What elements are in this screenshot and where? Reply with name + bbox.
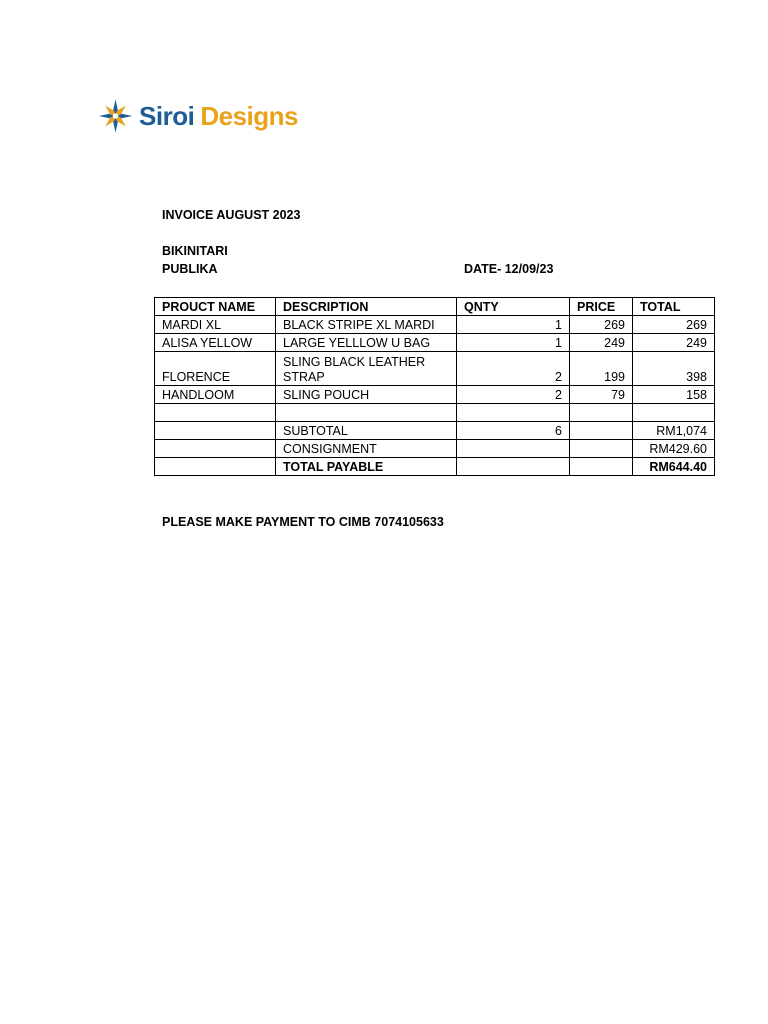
cell-price: 79: [570, 386, 633, 404]
company-logo: [98, 88, 298, 144]
invoice-title: INVOICE AUGUST 2023: [162, 208, 301, 222]
table-row: [155, 386, 715, 404]
cell-total: 269: [633, 316, 715, 334]
empty-cell: [633, 404, 715, 422]
cell-product-name: HANDLOOM: [155, 386, 276, 404]
empty-cell: [570, 422, 633, 440]
empty-cell: [155, 440, 276, 458]
cell-description: BLACK STRIPE XL MARDI: [276, 316, 457, 334]
cell-total: 398: [633, 352, 715, 386]
header-description: DESCRIPTION: [276, 298, 457, 316]
cell-quantity: 2: [457, 352, 570, 386]
table-header-row: [155, 298, 715, 316]
subtotal-row: [155, 422, 715, 440]
invoice-table: [154, 297, 715, 476]
subtotal-quantity: 6: [457, 422, 570, 440]
cell-quantity: 1: [457, 316, 570, 334]
invoice-date: DATE- 12/09/23: [464, 262, 554, 276]
client-name: BIKINITARI: [162, 244, 228, 258]
empty-cell: [155, 422, 276, 440]
consignment-value: RM429.60: [633, 440, 715, 458]
cell-price: 199: [570, 352, 633, 386]
total-payable-value: RM644.40: [633, 458, 715, 476]
cell-product-name: ALISA YELLOW: [155, 334, 276, 352]
cell-price: 269: [570, 316, 633, 334]
total-payable-row: [155, 458, 715, 476]
cell-quantity: 1: [457, 334, 570, 352]
empty-cell: [155, 404, 276, 422]
empty-cell: [276, 404, 457, 422]
header-price: PRICE: [570, 298, 633, 316]
cell-price: 249: [570, 334, 633, 352]
consignment-label: CONSIGNMENT: [276, 440, 457, 458]
header-product-name: PROUCT NAME: [155, 298, 276, 316]
subtotal-label: SUBTOTAL: [276, 422, 457, 440]
empty-cell: [457, 458, 570, 476]
empty-cell: [457, 404, 570, 422]
cell-description: SLING POUCH: [276, 386, 457, 404]
star-flower-icon: [98, 96, 133, 136]
header-total: TOTAL: [633, 298, 715, 316]
cell-total: 249: [633, 334, 715, 352]
empty-cell: [457, 440, 570, 458]
payment-note: PLEASE MAKE PAYMENT TO CIMB 7074105633: [162, 515, 444, 529]
cell-product-name: MARDI XL: [155, 316, 276, 334]
cell-total: 158: [633, 386, 715, 404]
cell-quantity: 2: [457, 386, 570, 404]
company-name-part2: Designs: [200, 100, 298, 131]
empty-cell: [155, 458, 276, 476]
empty-cell: [570, 458, 633, 476]
empty-cell: [570, 404, 633, 422]
table-row: [155, 316, 715, 334]
client-location: PUBLIKA: [162, 262, 218, 276]
empty-cell: [570, 440, 633, 458]
cell-description: LARGE YELLLOW U BAG: [276, 334, 457, 352]
subtotal-value: RM1,074: [633, 422, 715, 440]
total-payable-label: TOTAL PAYABLE: [276, 458, 457, 476]
consignment-row: [155, 440, 715, 458]
table-row: [155, 352, 715, 386]
cell-description: SLING BLACK LEATHER STRAP: [276, 352, 457, 386]
company-name-part1: Siroi: [139, 100, 195, 131]
table-row: [155, 334, 715, 352]
empty-row: [155, 404, 715, 422]
cell-product-name: FLORENCE: [155, 352, 276, 386]
company-name: [139, 101, 298, 132]
header-quantity: QNTY: [457, 298, 570, 316]
